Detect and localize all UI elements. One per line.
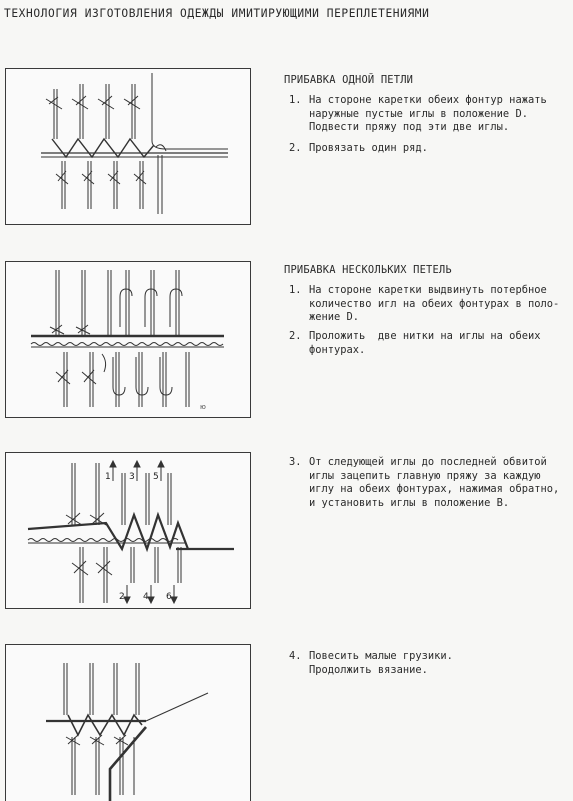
step-text: На стороне каретки обеих фонтур нажать наружные пустые иглы в положение D. Подвести пряжу под эти две иглы. (309, 94, 547, 133)
figure-multiple-loop-increase (5, 261, 251, 418)
figure-weights (5, 644, 251, 801)
knitting-diagram-2 (6, 262, 250, 417)
step-number: 1. (289, 94, 302, 106)
step-4 (289, 650, 453, 677)
step-number: 2. (289, 142, 302, 154)
step-number: 3. (289, 456, 302, 468)
step-number: 2. (289, 330, 302, 342)
step-text: Провязать один ряд. (309, 142, 428, 154)
needle-label-5: 5 (153, 472, 159, 482)
knitting-diagram-1 (6, 69, 250, 224)
needle-label-2: 2 (119, 592, 125, 602)
figure-hook-yarn (5, 452, 251, 609)
svg-text:ю: ю (200, 403, 206, 411)
step-2a (289, 142, 428, 156)
step-text: Повесить малые грузики. Продолжить вязание. (309, 650, 453, 676)
figure-single-loop-increase (5, 68, 251, 225)
step-3 (289, 456, 559, 510)
step-number: 4. (289, 650, 302, 662)
step-text: Проложить две нитки на иглы на обеих фонтурах. (309, 330, 541, 356)
needle-label-4: 4 (143, 592, 149, 602)
step-2b (289, 330, 540, 357)
knitting-diagram-4 (6, 645, 250, 801)
step-1b (289, 284, 559, 325)
step-text: От следующей иглы до последней обвитой иглы зацепить главную пряжу за каждую иглу на обеих фонтурах, нажимая обратно, и установить иглы в положение В. (309, 456, 560, 509)
step-number: 1. (289, 284, 302, 296)
section-heading-multiple-loops: ПРИБАВКА НЕСКОЛЬКИХ ПЕТЕЛЬ (284, 264, 452, 276)
knitting-diagram-3 (6, 453, 250, 608)
needle-label-3: 3 (129, 472, 135, 482)
page-title: ТЕХНОЛОГИЯ ИЗГОТОВЛЕНИЯ ОДЕЖДЫ ИМИТИРУЮЩИМИ ПЕРЕПЛЕТЕНИЯМИ (4, 7, 430, 20)
section-heading-single-loop: ПРИБАВКА ОДНОЙ ПЕТЛИ (284, 74, 414, 86)
step-1a (289, 94, 547, 135)
step-text: На стороне каретки выдвинуть потербное количество игл на обеих фонтурах в поло- жение D. (309, 284, 560, 323)
needle-label-1: 1 (105, 472, 111, 482)
needle-label-6: 6 (166, 592, 172, 602)
